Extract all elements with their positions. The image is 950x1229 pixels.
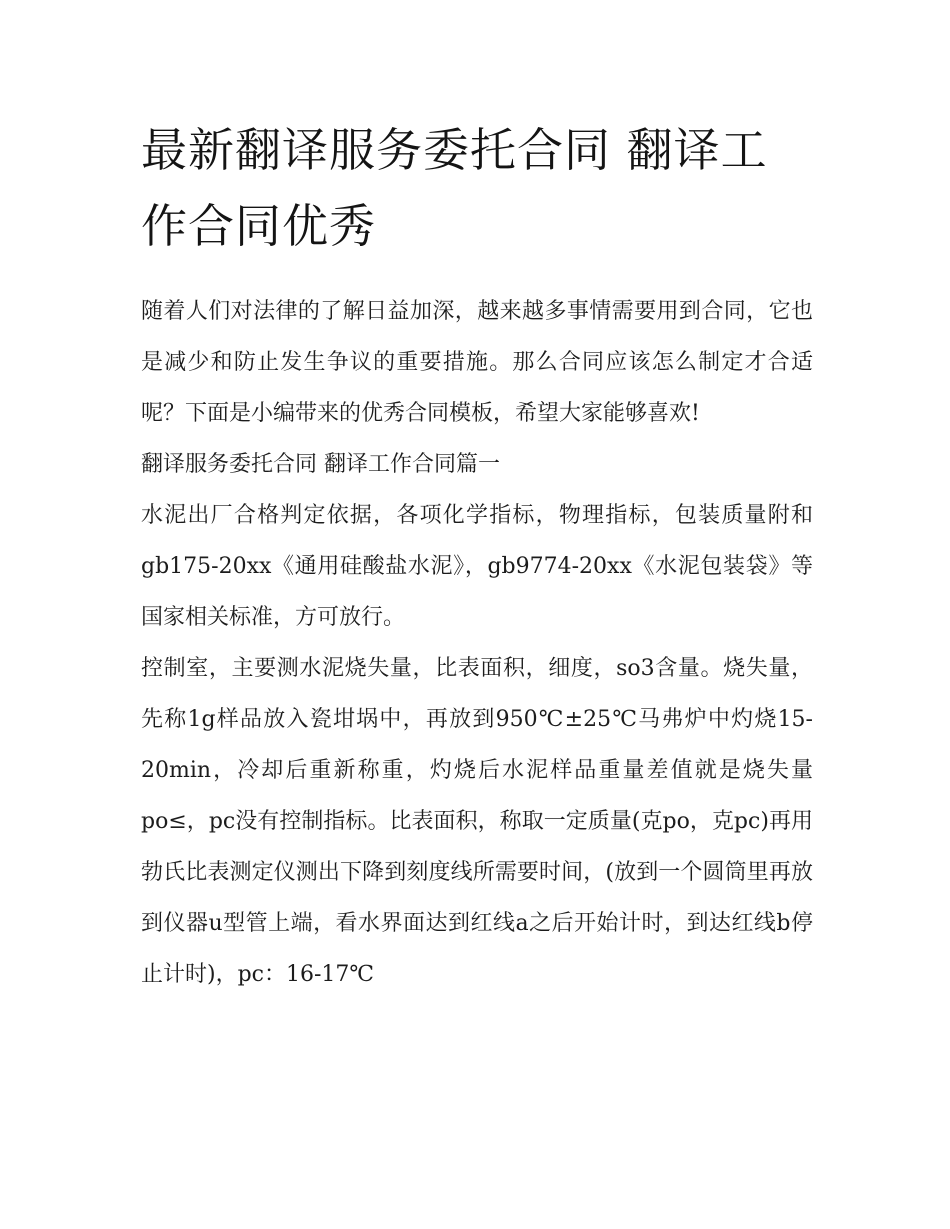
document-body xyxy=(141,286,813,1000)
document-title: 最新翻译服务委托合同 翻译工作合同优秀 xyxy=(141,123,768,253)
body-paragraph-control-room: 控制室，主要测水泥烧失量，比表面积，细度，so3含量。烧失量，先称1g样品放入瓷坩埚中，再放到950℃±25℃马弗炉中灼烧15-20min，冷却后重新称重，灼烧后水泥样品重量差值就是烧失量po≤，pc没有控制指标。比表面积，称取一定质量(克po，克pc)再用勃氏比表测定仪测出下降到刻度线所需要时间，(放到一个圆筒里再放到仪器u型管上端，看水界面达到红线a之后开始计时，到达红线b停止计时)，pc：16-17℃ xyxy=(141,656,813,987)
section-heading: 翻译服务委托合同 翻译工作合同篇一 xyxy=(141,452,500,477)
body-paragraph-standards: 水泥出厂合格判定依据，各项化学指标，物理指标，包装质量附和gb175-20xx《通用硅酸盐水泥》，gb9774-20xx《水泥包装袋》等国家相关标准，方可放行。 xyxy=(141,503,813,630)
document-page xyxy=(141,112,813,1000)
intro-paragraph: 随着人们对法律的了解日益加深，越来越多事情需要用到合同，它也是减少和防止发生争议的重要措施。那么合同应该怎么制定才合适呢？下面是小编带来的优秀合同模板，希望大家能够喜欢! xyxy=(141,299,813,426)
